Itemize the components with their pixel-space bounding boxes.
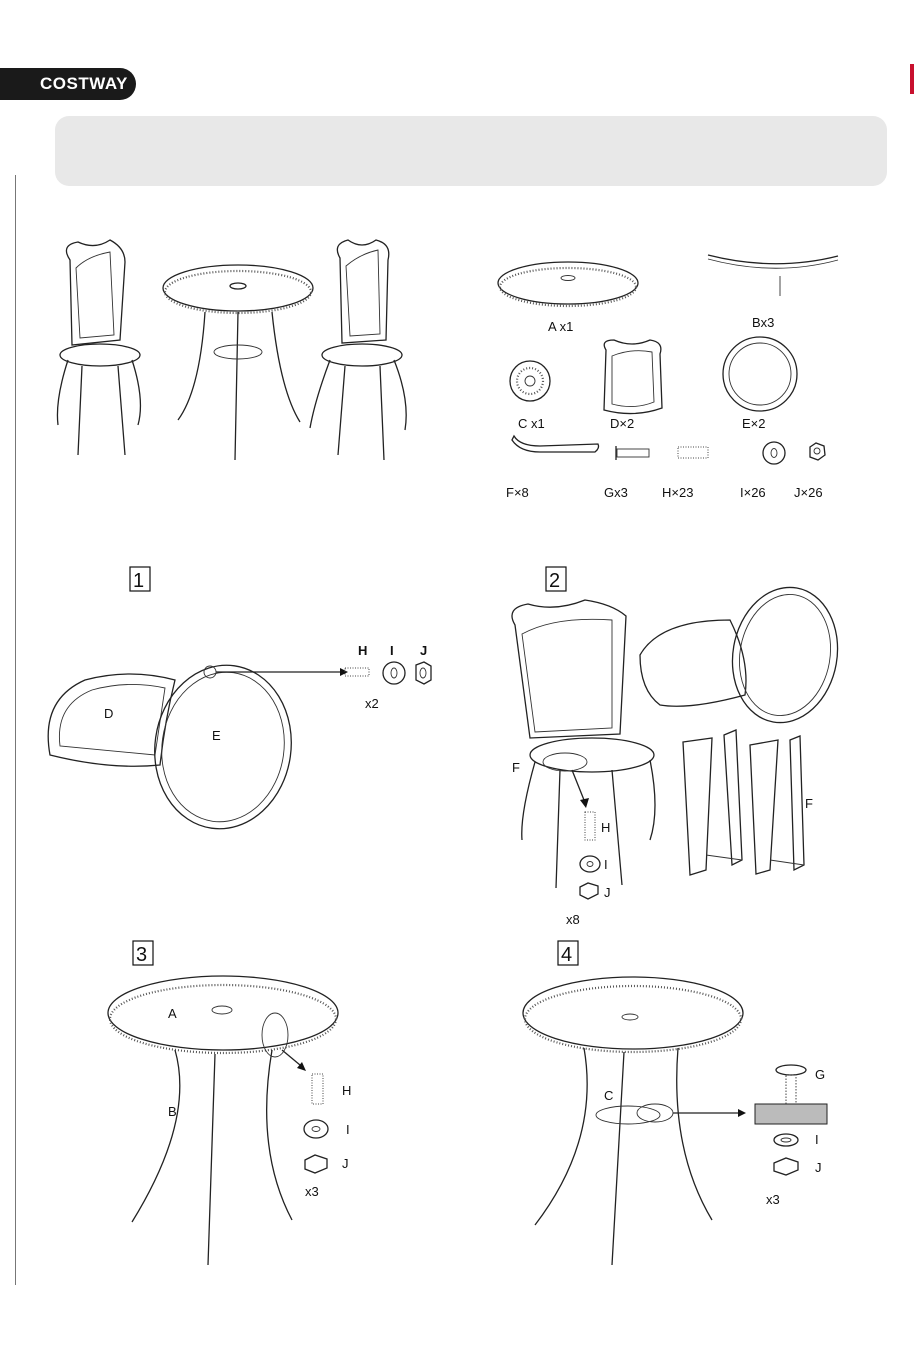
- step-2-label-j: J: [604, 885, 611, 900]
- step-1-label-j: J: [420, 643, 428, 658]
- step-4-label-i: I: [815, 1132, 819, 1147]
- part-d-label: D×2: [610, 416, 635, 431]
- nut-icon: [580, 883, 598, 899]
- step-1-number: 1: [133, 570, 145, 592]
- chair-icon: [57, 240, 140, 455]
- washer-icon: [774, 1134, 798, 1146]
- step-4-qty: x3: [766, 1192, 780, 1207]
- step-1-label-h: H: [358, 643, 368, 658]
- part-f-chair-leg-icon: [512, 436, 599, 452]
- step-1: [48, 567, 431, 838]
- chair-icon: [310, 240, 406, 460]
- step-4-label-g: G: [815, 1067, 826, 1082]
- chair-icon: [512, 600, 655, 888]
- step-1-label-d: D: [104, 706, 114, 721]
- step-2-label-f-right: F: [805, 796, 813, 811]
- step-3-qty: x3: [305, 1184, 319, 1199]
- washer-icon: [304, 1120, 328, 1138]
- step-2-label-f-left: F: [512, 760, 520, 775]
- step-3: [108, 941, 351, 1265]
- part-b-leg-icon: [708, 255, 838, 296]
- table-icon: [108, 976, 338, 1265]
- washer-icon: [763, 442, 785, 464]
- step-2-label-i: I: [604, 857, 608, 872]
- washer-icon: [383, 662, 405, 684]
- threaded-stud-icon: [345, 668, 369, 676]
- step-3-label-j: J: [342, 1156, 349, 1171]
- part-e-seat-ring-icon: [723, 337, 797, 411]
- part-c-label: C x1: [518, 416, 545, 431]
- part-g-label: Gx3: [604, 485, 628, 500]
- step-2-label-h: H: [601, 820, 611, 835]
- step-1-label-i: I: [390, 643, 394, 658]
- parts-list: [498, 255, 838, 500]
- chair-leg-group-icon: [683, 730, 804, 875]
- bolt-icon: [616, 446, 649, 460]
- step-2: [512, 567, 848, 927]
- step-4-label-j: J: [815, 1160, 822, 1175]
- brand-logo: COSTWAY: [0, 68, 136, 100]
- part-f-label: F×8: [506, 485, 529, 500]
- step-4: [523, 941, 827, 1265]
- chair-back-icon: [640, 620, 746, 706]
- step-2-number: 2: [549, 570, 561, 592]
- step-3-label-b: B: [168, 1104, 177, 1119]
- step-3-label-i: I: [346, 1122, 350, 1137]
- part-h-label: H×23: [662, 485, 694, 500]
- step-1-label-e: E: [212, 728, 221, 743]
- part-j-label: J×26: [794, 485, 823, 500]
- part-b-label: Bx3: [752, 315, 775, 330]
- step-2-qty: x8: [566, 912, 580, 927]
- part-a-label: A x1: [548, 319, 574, 334]
- ring-section-icon: [755, 1104, 827, 1124]
- nut-icon: [774, 1158, 798, 1175]
- washer-icon: [580, 856, 600, 872]
- table-icon: [523, 977, 743, 1265]
- step-4-number: 4: [561, 944, 573, 966]
- table-icon: [163, 265, 313, 460]
- part-e-label: E×2: [742, 416, 766, 431]
- nut-icon: [416, 662, 431, 684]
- step-4-label-c: C: [604, 1088, 614, 1103]
- seat-ring-icon: [722, 579, 848, 731]
- part-d-chair-back-icon: [604, 340, 662, 414]
- threaded-stud-icon: [678, 447, 708, 458]
- part-a-tabletop-icon: [498, 262, 638, 306]
- threaded-stud-icon: [312, 1074, 323, 1104]
- step-3-label-h: H: [342, 1083, 352, 1098]
- threaded-stud-icon: [585, 812, 595, 840]
- seat-ring-icon: [144, 656, 302, 837]
- part-i-label: I×26: [740, 485, 766, 500]
- part-c-ring-icon: [510, 361, 550, 401]
- step-3-label-a: A: [168, 1006, 177, 1021]
- overview-bistro-set: [57, 240, 406, 460]
- nut-icon: [810, 443, 825, 460]
- step-1-qty: x2: [365, 696, 379, 711]
- nut-icon: [305, 1155, 327, 1173]
- step-3-number: 3: [136, 944, 148, 966]
